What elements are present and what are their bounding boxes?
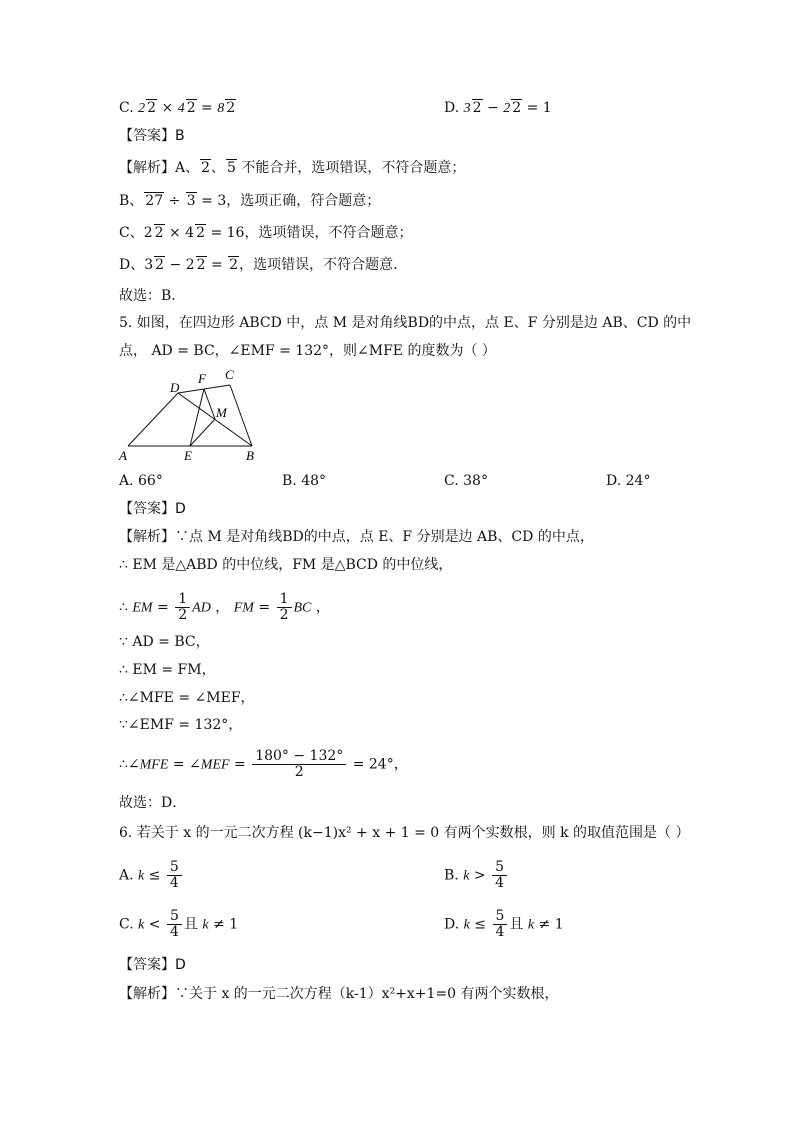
q4-analysis-b: B、 27 ÷ 3 = 3，选项正确，符合题意； <box>119 193 381 209</box>
label-b: B <box>246 448 254 463</box>
q5-option-a: A. 66° <box>119 473 163 489</box>
q5-figure <box>112 365 272 465</box>
label-e: E <box>184 448 192 463</box>
q4-analysis-d: D、3 2 − 2 2 = 2，选项错误，不符合题意． <box>119 257 408 273</box>
q5-stem-line2: 点， AD = BC，∠EMF = 132°，则∠MFE 的度数为（ ） <box>119 343 496 359</box>
label-d: D <box>170 380 180 395</box>
q5-option-c: C. 38° <box>444 473 488 489</box>
label-a: A <box>119 448 127 463</box>
q6-answer: 【答案】D <box>119 957 186 973</box>
segment-ef <box>190 389 204 446</box>
q4-answer: 【答案】B <box>119 128 185 144</box>
q5-analysis-6: ∴∠MFE = ∠MEF， <box>119 690 255 706</box>
q5-analysis-3: ∴ EM = $\frac{1}{2}$ AD ， FM = $\frac{1}{2}$ BC ， <box>119 591 330 623</box>
q5-analysis-8: ∴∠MFE = ∠MEF = $\frac{180^\circ - 132^\circ}{2}$ = 24°， <box>119 748 408 780</box>
q5-option-b: B. 48° <box>282 473 327 489</box>
label-f: F <box>198 371 206 386</box>
q4-option-c: C. 2 2 × 4 2 = 8 2 <box>119 100 236 116</box>
q5-analysis-4: ∵ AD = BC， <box>119 634 210 650</box>
q6-analysis-1: 【解析】∵关于 x 的一元二次方程（k-1）x²+x+1=0 有两个实数根， <box>119 986 559 1002</box>
q6-option-b: B. k > $\frac{5}{4}$ <box>444 860 509 891</box>
q6-option-c: C. k < $\frac{5}{4}$ 且 k ≠ 1 <box>119 908 239 940</box>
q4-option-d: D. 3 2 − 2 2 = 1 <box>444 100 552 116</box>
q5-analysis-7: ∵∠EMF = 132°， <box>119 717 243 733</box>
label-m: M <box>216 405 227 420</box>
q5-choose: 故选：D． <box>119 795 187 811</box>
q5-option-d: D. 24° <box>606 473 651 489</box>
q4-choose: 故选：B． <box>119 288 186 304</box>
q5-stem-line1: 5. 如图，在四边形 ABCD 中，点 M 是对角线BD的中点，点 E、F 分别是边 AB、CD 的中 <box>119 315 692 331</box>
q6-option-d: D. k ≤ $\frac{5}{4}$ 且 k ≠ 1 <box>444 908 564 940</box>
q4-analysis-c: C、2 2 × 4 2 = 16，选项错误，不符合题意； <box>119 225 413 241</box>
q4-analysis-a: 【解析】A、 2、 5 不能合并，选项错误，不符合题意； <box>119 160 466 176</box>
label-c: C <box>225 367 234 382</box>
q6-option-a: A. k ≤ $\frac{5}{4}$ <box>119 860 184 891</box>
q6-stem: 6. 若关于 x 的一元二次方程 (k−1)x² + x + 1 = 0 有两个实数根，则 k 的取值范围是（ ） <box>119 825 690 841</box>
segment-fm <box>204 389 215 419</box>
edge-da <box>128 393 178 446</box>
q5-analysis-2: ∴ EM 是△ABD 的中位线，FM 是△BCD 的中位线， <box>119 557 453 573</box>
q5-analysis-5: ∴ EM = FM， <box>119 662 216 678</box>
edge-bc <box>230 385 252 446</box>
q5-answer: 【答案】D <box>119 501 186 517</box>
q5-analysis-1: 【解析】∵点 M 是对角线BD的中点，点 E、F 分别是边 AB、CD 的中点， <box>119 529 594 545</box>
